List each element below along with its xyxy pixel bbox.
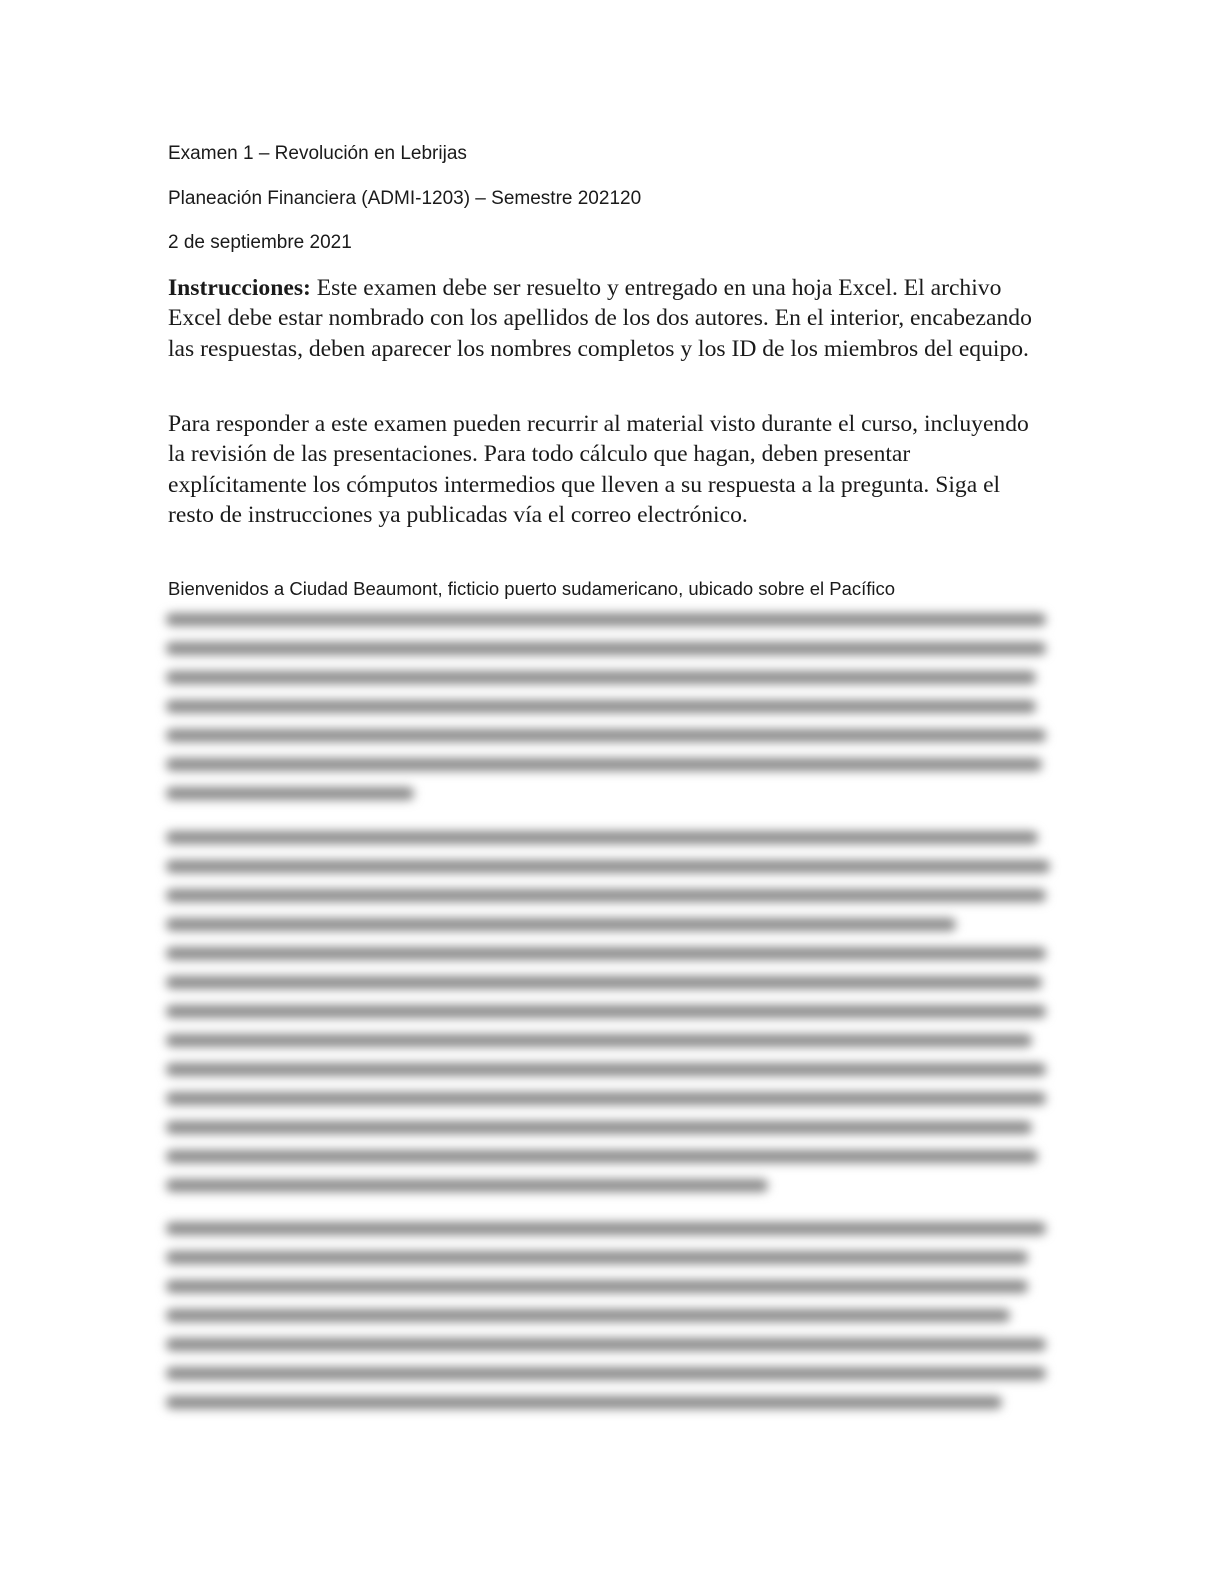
- instructions-text: Este examen debe ser resuelto y entregado en una hoja Excel. El archivo Excel debe estar nombrado con los apellidos de los dos autores. En el interior, encabezando las respuestas, deben aparecer los nombres completos y los ID de los miembros del equipo.: [168, 275, 1032, 362]
- course-line: Planeación Financiera (ADMI-1203) – Semestre 202120: [168, 188, 642, 209]
- exam-title: Examen 1 – Revolución en Lebrijas: [168, 143, 467, 164]
- story-intro-line: Bienvenidos a Ciudad Beaumont, ficticio puerto sudamericano, ubicado sobre el Pacífico: [168, 578, 896, 599]
- blurred-paragraph-2: [166, 822, 1048, 1199]
- blurred-paragraph-3: [166, 1213, 1048, 1416]
- instructions-paragraph: [168, 273, 1048, 364]
- blurred-paragraph-1: [166, 604, 1048, 807]
- materials-paragraph: Para responder a este examen pueden recurrir al material visto durante el curso, incluyendo la revisión de las presentaciones. Para todo cálculo que hagan, deben presentar explícitamente los cómputos intermedios que lleven a su respuesta a la pregunta. Siga el resto de instrucciones ya publicadas vía el correo electrónico.: [168, 411, 1029, 529]
- date-line: 2 de septiembre 2021: [168, 232, 352, 253]
- instructions-label: Instrucciones:: [168, 275, 311, 301]
